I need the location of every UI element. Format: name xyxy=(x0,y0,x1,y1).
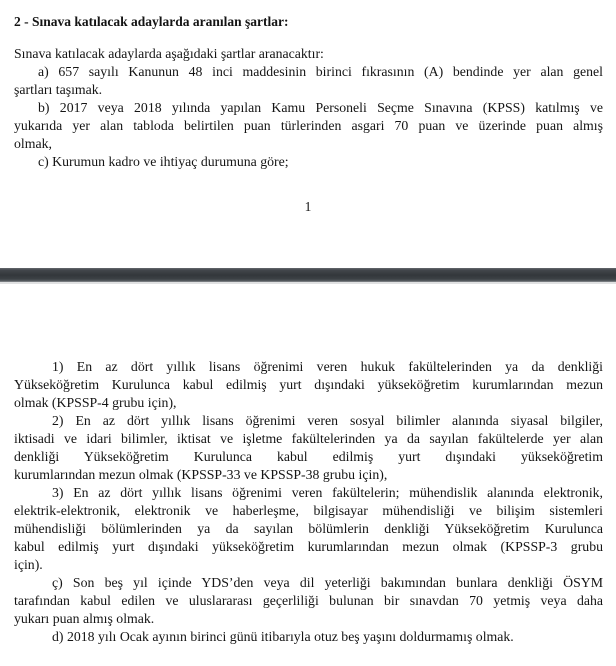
page-2-body xyxy=(14,358,603,646)
page-1-body xyxy=(14,45,603,171)
text-line: denkliği Yükseköğretim Kurulunca kabul edilmiş yurt dışındaki yükseköğretim xyxy=(14,449,603,464)
text-line: tarafından kabul edilen ve uluslararası geçerliliği bulunan bir sınavdan 70 yetmiş veya daha xyxy=(14,593,603,608)
text-line: 1) En az dört yıllık lisans öğrenimi veren hukuk fakültelerinden ya da denkliği xyxy=(52,359,603,374)
text-line: ç) Son beş yıl içinde YDS’den veya dil yeterliği bakımından bunlara denkliği ÖSYM xyxy=(52,575,603,590)
text-line: d) 2018 yılı Ocak ayının birinci günü itibarıyla otuz beş yaşını doldurmamış olmak. xyxy=(52,629,514,644)
text-line: mühendisliği bölümlerinden ya da sayılan bölümlerin denkliği Yükseköğretim Kurulunca xyxy=(14,521,603,536)
text-line: şartları taşımak. xyxy=(14,82,103,97)
text-line: elektrik-elektronik, elektronik ve haberleşme, bilgisayar mühendisliği ve bilişim sistemleri xyxy=(14,503,603,518)
text-line: yukarı puan almış olmak. xyxy=(14,611,155,626)
text-line: 2) En az dört yıllık lisans öğrenimi veren sosyal bilimler alanında siyasal bilgiler, xyxy=(52,413,603,428)
text-line: olmak (KPSSP-4 grubu için), xyxy=(14,395,177,410)
text-line: kabul edilmiş yurt dışındaki yükseköğretim kurumlarından mezun olmak (KPSSP-3 grubu xyxy=(14,539,603,554)
text-line: olmak, xyxy=(14,136,52,151)
text-line: b) 2017 veya 2018 yılında yapılan Kamu Personeli Seçme Sınavına (KPSS) katılmış ve xyxy=(38,100,603,115)
text-line: yukarıda yer alan tabloda belirtilen puan türlerinden asgari 70 puan ve üzerinde puan almış xyxy=(14,118,603,133)
text-line: c) Kurumun kadro ve ihtiyaç durumuna göre; xyxy=(38,154,289,169)
section-heading: 2 - Sınava katılacak adaylarda aranılan şartlar: xyxy=(14,14,289,29)
text-line: a) 657 sayılı Kanunun 48 inci maddesinin birinci fıkrasının (A) bendinde yer alan genel xyxy=(38,64,603,79)
text-line: 3) En az dört yıllık lisans öğrenimi veren fakültelerin; mühendislik alanında elektronik, xyxy=(52,485,603,500)
page-number: 1 xyxy=(304,199,312,214)
page-separator xyxy=(0,268,616,284)
text-line: iktisadi ve idari bilimler, iktisat ve işletme fakültelerinden ya da sayılan fakültelerde yer alan xyxy=(14,431,603,446)
text-line: kurumlarından mezun olmak (KPSSP-33 ve KPSSP-38 grubu için), xyxy=(14,467,388,482)
text-line: Sınava katılacak adaylarda aşağıdaki şartlar aranacaktır: xyxy=(14,46,324,61)
text-line: Yükseköğretim Kurulunca kabul edilmiş yurt dışındaki yükseköğretim kurumlarından mezun xyxy=(14,377,603,392)
text-line: için). xyxy=(14,557,43,572)
